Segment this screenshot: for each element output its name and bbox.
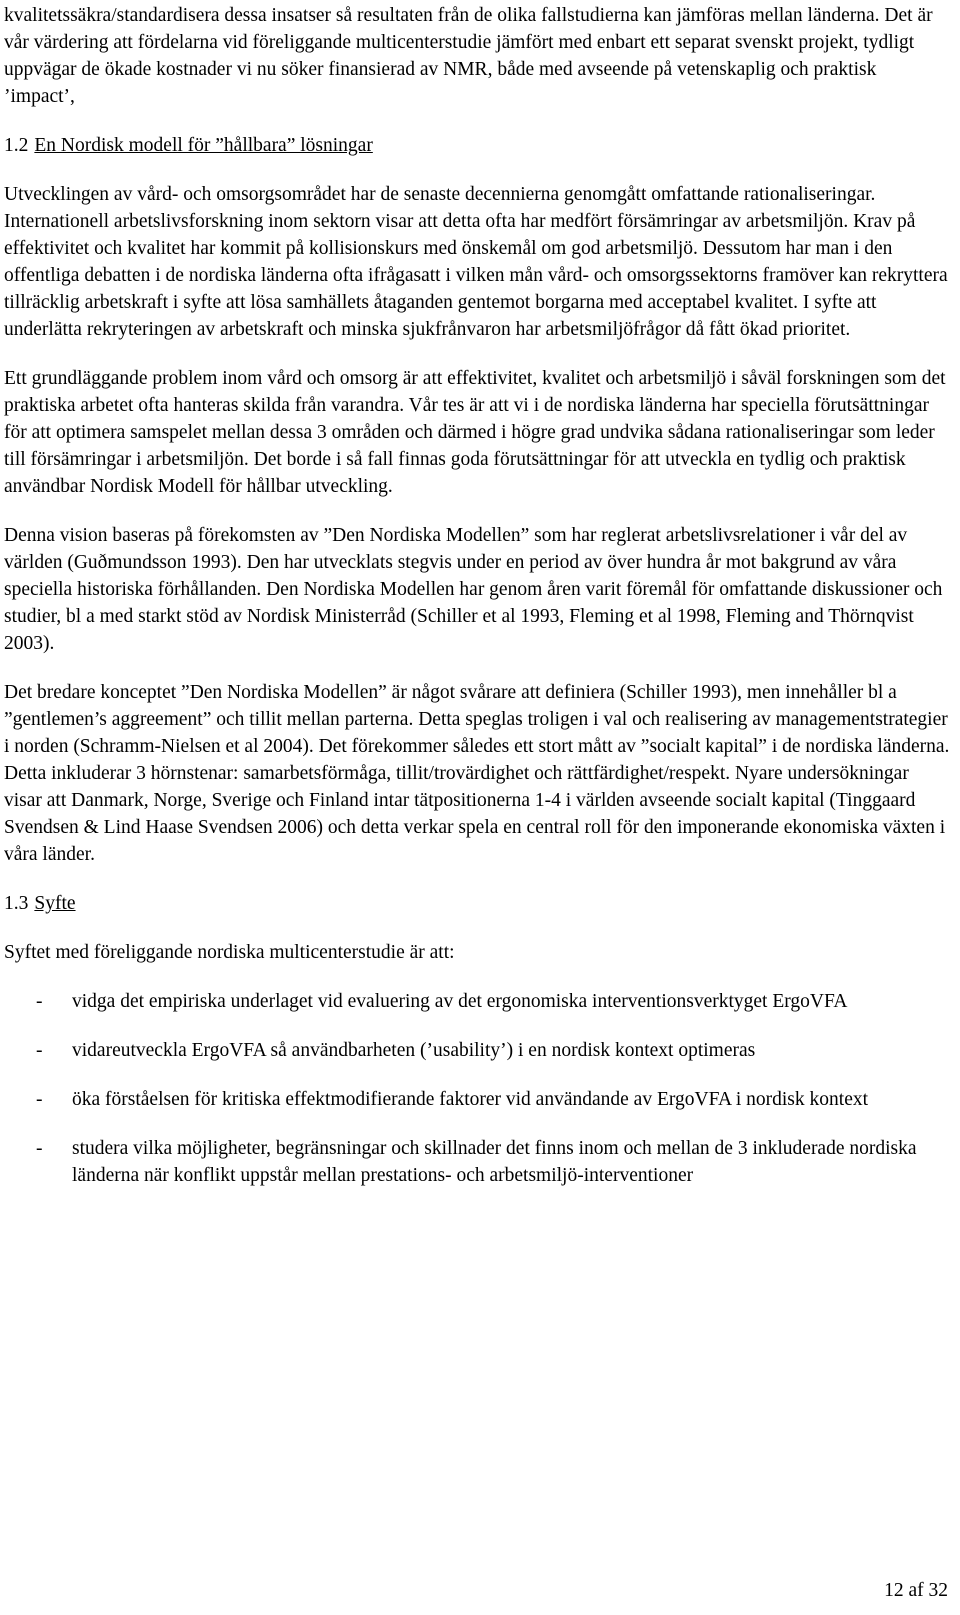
paragraph: Ett grundläggande problem inom vård och omsorg är att effektivitet, kvalitet och arbetsmiljö i såväl forskningen som det praktiska arbetet ofta hanteras skilda från varandra. Vår tes är att vi i de nordiska länderna har speciella förutsättningar för att optimera samspelet mellan dessa 3 områden och därmed i högre grad undvika sådana rationaliseringar som leder till försämringar i arbetsmiljön. Det borde i så fall finnas goda förutsättningar för att utveckla en tydlig och praktisk användbar Nordisk Modell för hållbar utveckling. (4, 368, 946, 497)
list-item-text: vidareutveckla ErgoVFA så användbarheten (’usability’) i en nordisk kontext optimeras (72, 1040, 756, 1061)
section-title: En Nordisk modell för ”hållbara” lösningar (34, 135, 373, 156)
list-item-text: studera vilka möjligheter, begränsningar och skillnader det finns inom och mellan de 3 inkluderade nordiska länderna när konflikt uppstår mellan prestations- och arbetsmiljö-interventioner (72, 1138, 917, 1186)
section-heading-1-2 (4, 132, 952, 159)
section-heading-1-3 (4, 890, 952, 917)
section-title: Syfte (34, 893, 76, 914)
list-item (4, 1037, 952, 1064)
purpose-intro: Syftet med föreliggande nordiska multicenterstudie är att: (4, 942, 455, 963)
page-number: 12 af 32 (884, 1580, 948, 1601)
list-item (4, 988, 952, 1015)
list-item (4, 1086, 952, 1113)
section-number: 1.3 (4, 893, 29, 914)
document-body (4, 2, 952, 1211)
list-item (4, 1135, 952, 1189)
paragraph: Denna vision baseras på förekomsten av ”Den Nordiska Modellen” som har reglerat arbetslivsrelationer i vår del av världen (Guðmundsson 1993). Den har utvecklats stegvis under en period av över hundra år mot bakgrund av våra speciella historiska förhållanden. Den Nordiska Modellen har genom åren varit föremål för omfattande diskussioner och studier, bl a med starkt stöd av Nordisk Ministerråd (Schiller et al 1993, Fleming et al 1998, Fleming and Thörnqvist 2003). (4, 525, 943, 654)
paragraph: Utvecklingen av vård- och omsorgsområdet har de senaste decennierna genomgått omfattande rationaliseringar. Internationell arbetslivsforskning inom sektorn visar att detta ofta har medfört försämringar av arbetsmiljön. Krav på effektivitet och kvalitet har kommit på kollisionskurs med önskemål om god arbetsmiljö. Dessutom har man i den offentliga debatten i de nordiska länderna ofta ifrågasatt i vilken mån vård- och omsorgssektorns framöver kan rekryttera tillräcklig arbetskraft i syfte att lösa samhällets åtaganden gentemot borgarna med acceptabel kvalitet. I syfte att underlätta rekryteringen av arbetskraft och minska sjukfrånvaron har arbetsmiljöfrågor då fått ökad prioritet. (4, 184, 948, 340)
bullet-marker: - (36, 991, 43, 1012)
list-item-text: öka förståelsen för kritiska effektmodifierande faktorer vid användande av ErgoVFA i nordisk kontext (72, 1089, 869, 1110)
list-item-text: vidga det empiriska underlaget vid evaluering av det ergonomiska interventionsverktyget ErgoVFA (72, 991, 848, 1012)
bullet-marker: - (36, 1089, 43, 1110)
bullet-marker: - (36, 1040, 43, 1061)
bullet-marker: - (36, 1138, 43, 1159)
section-number: 1.2 (4, 135, 29, 156)
purpose-list (4, 988, 952, 1189)
intro-paragraph: kvalitetssäkra/standardisera dessa insatser så resultaten från de olika fallstudierna kan jämföras mellan länderna. Det är vår värdering att fördelarna vid föreliggande multicenterstudie jämfört med enbart ett separat svenskt projekt, tydligt uppvägar de ökade kostnader vi nu söker finansierad av NMR, både med avseende på vetenskaplig och praktisk ’impact’, (4, 5, 933, 107)
paragraph: Det bredare konceptet ”Den Nordiska Modellen” är något svårare att definiera (Schiller 1993), men innehåller bl a ”gentlemen’s aggreement” och tillit mellan parterna. Detta speglas troligen i val och realisering av managementstrategier i norden (Schramm-Nielsen et al 2004). Det förekommer således ett stort mått av ”socialt kapital” i de nordiska länderna. Detta inkluderar 3 hörnstenar: samarbetsförmåga, tillit/trovärdighet och rättfärdighet/respekt. Nyare undersökningar visar att Danmark, Norge, Sverige och Finland intar tätpositionerna 1-4 i världen avseende socialt kapital (Tinggaard Svendsen & Lind Haase Svendsen 2006) och detta verkar spela en central roll för den imponerande ekonomiska växten i våra länder. (4, 682, 950, 865)
